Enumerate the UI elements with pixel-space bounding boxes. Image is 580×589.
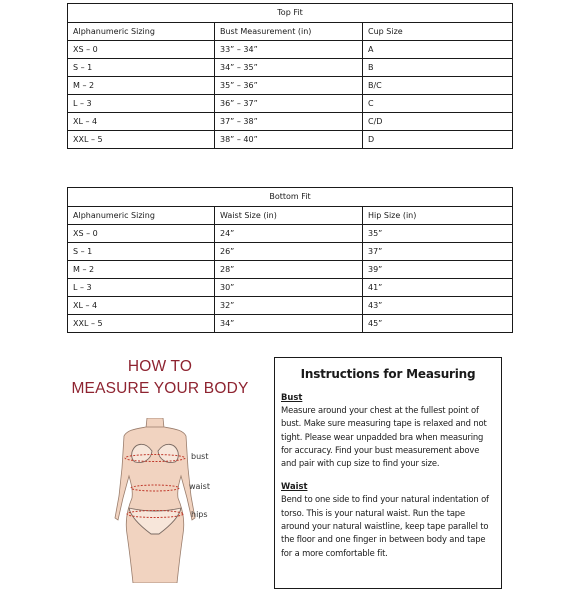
table-cell: XL – 4 xyxy=(68,297,215,315)
top-fit-table xyxy=(67,3,513,149)
column-header: Bust Measurement (in) xyxy=(215,23,363,41)
bust-instructions: Measure around your chest at the fullest point of bust. Make sure measuring tape is relaxed and not tight. Please wear unpadded bra when measuring for accuracy. Find your bust measurement above and pair with cup size to find your size. xyxy=(281,405,487,469)
waist-instructions: Bend to one side to find your natural indentation of torso. This is your natural waist. Run the tape around your natural waistline, keep tape parallel to the floor and one finger in between body and tape for a more comfortable fit. xyxy=(281,494,489,558)
instructions-box xyxy=(274,357,502,589)
body-measurement-illustration xyxy=(105,418,205,583)
table-cell: 34” – 35” xyxy=(215,59,363,77)
table-title-row xyxy=(68,4,513,23)
waist-label: waist xyxy=(189,482,210,491)
table-cell: 30” xyxy=(215,279,363,297)
column-header: Waist Size (in) xyxy=(215,207,363,225)
table-cell: 35” xyxy=(363,225,513,243)
table-row xyxy=(68,243,513,261)
column-header: Hip Size (in) xyxy=(363,207,513,225)
how-to-line-2: MEASURE YOUR BODY xyxy=(71,380,249,397)
table-row xyxy=(68,41,513,59)
column-header: Cup Size xyxy=(363,23,513,41)
table-cell: D xyxy=(363,131,513,149)
top-fit-title: Top Fit xyxy=(68,4,513,23)
table-cell: 36” – 37” xyxy=(215,95,363,113)
table-cell: B/C xyxy=(363,77,513,95)
table-cell: C/D xyxy=(363,113,513,131)
table-cell: 38” – 40” xyxy=(215,131,363,149)
table-cell: S – 1 xyxy=(68,243,215,261)
table-cell: 35” – 36” xyxy=(215,77,363,95)
table-row xyxy=(68,131,513,149)
waist-heading: Waist xyxy=(281,481,308,492)
table-cell: 39” xyxy=(363,261,513,279)
table-cell: 45” xyxy=(363,315,513,333)
table-cell: 28” xyxy=(215,261,363,279)
table-cell: 33” – 34” xyxy=(215,41,363,59)
column-header: Alphanumeric Sizing xyxy=(68,207,215,225)
table-cell: 43” xyxy=(363,297,513,315)
bust-label: bust xyxy=(191,452,209,461)
table-cell: 32” xyxy=(215,297,363,315)
hips-label: hips xyxy=(191,510,208,519)
table-cell: C xyxy=(363,95,513,113)
table-row xyxy=(68,315,513,333)
instructions-title: Instructions for Measuring xyxy=(300,367,476,381)
table-cell: XXL – 5 xyxy=(68,315,215,333)
table-row xyxy=(68,59,513,77)
table-row xyxy=(68,297,513,315)
bottom-fit-title: Bottom Fit xyxy=(68,188,513,207)
column-header: Alphanumeric Sizing xyxy=(68,23,215,41)
table-header-row xyxy=(68,207,513,225)
table-header-row xyxy=(68,23,513,41)
table-cell: 37” – 38” xyxy=(215,113,363,131)
bottom-fit-table xyxy=(67,187,513,333)
table-cell: L – 3 xyxy=(68,95,215,113)
table-cell: 24” xyxy=(215,225,363,243)
table-cell: 34” xyxy=(215,315,363,333)
table-title-row xyxy=(68,188,513,207)
bust-heading: Bust xyxy=(281,392,303,402)
table-cell: XL – 4 xyxy=(68,113,215,131)
table-cell: M – 2 xyxy=(68,77,215,95)
figure-body xyxy=(115,418,195,583)
table-row xyxy=(68,279,513,297)
table-row xyxy=(68,77,513,95)
table-cell: B xyxy=(363,59,513,77)
table-cell: S – 1 xyxy=(68,59,215,77)
table-row xyxy=(68,95,513,113)
how-to-line-1: HOW TO xyxy=(127,358,193,375)
table-cell: 37” xyxy=(363,243,513,261)
table-cell: L – 3 xyxy=(68,279,215,297)
how-to-heading xyxy=(70,356,250,400)
table-cell: XXL – 5 xyxy=(68,131,215,149)
table-cell: 26” xyxy=(215,243,363,261)
table-row xyxy=(68,261,513,279)
table-cell: 41” xyxy=(363,279,513,297)
table-cell: M – 2 xyxy=(68,261,215,279)
table-cell: XS – 0 xyxy=(68,41,215,59)
table-row xyxy=(68,225,513,243)
table-cell: XS – 0 xyxy=(68,225,215,243)
table-row xyxy=(68,113,513,131)
table-cell: A xyxy=(363,41,513,59)
